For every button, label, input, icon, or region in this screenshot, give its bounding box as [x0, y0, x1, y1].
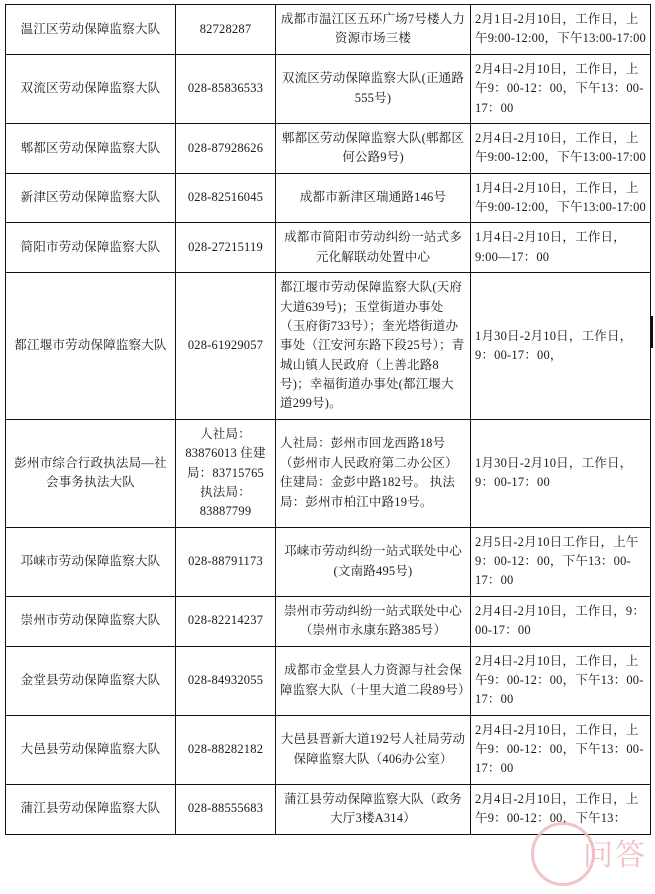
cell-phone: 028-84932055	[176, 646, 276, 715]
cell-agency-name: 郫都区劳动保障监察大队	[6, 123, 176, 173]
cell-agency-name: 简阳市劳动保障监察大队	[6, 223, 176, 273]
cell-duty-time: 2月1日-2月10日，工作日，上午9:00-12:00，下午13:00-17:00	[471, 5, 651, 55]
cell-duty-time: 2月4日-2月10日，工作日，9：00-17：00	[471, 596, 651, 646]
cell-phone: 028-61929057	[176, 273, 276, 420]
cell-duty-time: 1月4日-2月10日，工作日，9:00—17：00	[471, 223, 651, 273]
cell-address: 崇州市劳动纠纷一站式联处中心（崇州市永康东路385号）	[276, 596, 471, 646]
cell-agency-name: 金堂县劳动保障监察大队	[6, 646, 176, 715]
cell-duty-time: 1月4日-2月10日，工作日，上午9:00-12:00，下午13:00-17:00	[471, 173, 651, 223]
cell-address: 都江堰市劳动保障监察大队(天府大道639号)；玉堂街道办事处（玉府街733号）；奎光塔街道办事处（江安河东路下段25号）；青城山镇人民政府（上善北路8号)；幸福街道办事处(都江堰大道299号)。	[276, 273, 471, 420]
cell-agency-name: 温江区劳动保障监察大队	[6, 5, 176, 55]
cell-duty-time: 2月4日-2月10日，工作日，上午9：00-12：00，下午13：00-17：00	[471, 54, 651, 123]
cell-address: 成都市新津区瑞通路146号	[276, 173, 471, 223]
cell-duty-time: 2月4日-2月10日，工作日，上午9：00-12：00，下午13：00-17：00	[471, 646, 651, 715]
cell-phone: 028-87928626	[176, 123, 276, 173]
page-edge-mark	[650, 316, 653, 348]
cell-agency-name: 蒲江县劳动保障监察大队	[6, 784, 176, 834]
cell-agency-name: 新津区劳动保障监察大队	[6, 173, 176, 223]
cell-phone: 028-27215119	[176, 223, 276, 273]
cell-agency-name: 崇州市劳动保障监察大队	[6, 596, 176, 646]
cell-agency-name: 都江堰市劳动保障监察大队	[6, 273, 176, 420]
cell-duty-time: 1月30日-2月10日，工作日，9：00-17：00	[471, 419, 651, 527]
table-row	[6, 527, 651, 596]
cell-phone: 82728287	[176, 5, 276, 55]
cell-address: 成都市温江区五环广场7号楼人力资源市场三楼	[276, 5, 471, 55]
cell-address: 邛崃市劳动纠纷一站式联处中心(文南路495号)	[276, 527, 471, 596]
agency-contact-table	[5, 4, 651, 835]
cell-agency-name: 双流区劳动保障监察大队	[6, 54, 176, 123]
cell-duty-time: 2月5日-2月10日工作日，上午9：00-12：00，下午13：00-17：00	[471, 527, 651, 596]
table-row	[6, 173, 651, 223]
cell-phone: 028-88791173	[176, 527, 276, 596]
cell-phone: 028-88282182	[176, 715, 276, 784]
table-row	[6, 646, 651, 715]
cell-agency-name: 邛崃市劳动保障监察大队	[6, 527, 176, 596]
cell-address: 蒲江县劳动保障监察大队（政务大厅3楼A314）	[276, 784, 471, 834]
cell-address: 人社局：彭州市回龙西路18号（彭州市人民政府第二办公区）住建局：金彭中路182号。 执法局：彭州市柏江中路19号。	[276, 419, 471, 527]
table-row	[6, 715, 651, 784]
table-row	[6, 123, 651, 173]
cell-duty-time: 1月30日-2月10日，工作日，9：00-17：00，	[471, 273, 651, 420]
cell-duty-time: 2月4日-2月10日，工作日，上午9：00-12：00，下午13：	[471, 784, 651, 834]
cell-agency-name: 大邑县劳动保障监察大队	[6, 715, 176, 784]
cell-duty-time: 2月4日-2月10日，工作日，上午9：00-12：00，下午13：00-17：00	[471, 715, 651, 784]
table-row	[6, 273, 651, 420]
cell-agency-name: 彭州市综合行政执法局—社会事务执法大队	[6, 419, 176, 527]
cell-address: 成都市金堂县人力资源与社会保障监察大队（十里大道二段89号）	[276, 646, 471, 715]
table-row	[6, 223, 651, 273]
cell-phone: 028-88555683	[176, 784, 276, 834]
table-row	[6, 5, 651, 55]
table-row	[6, 784, 651, 834]
cell-phone: 028-85836533	[176, 54, 276, 123]
cell-phone: 028-82516045	[176, 173, 276, 223]
table-row	[6, 419, 651, 527]
cell-address: 大邑县晋新大道192号人社局劳动保障监察大队（406办公室）	[276, 715, 471, 784]
table-row	[6, 596, 651, 646]
cell-duty-time: 2月4日-2月10日，工作日，上午9:00-12:00，下午13:00-17:00	[471, 123, 651, 173]
cell-address: 郫都区劳动保障监察大队(郫都区何公路9号)	[276, 123, 471, 173]
table-row	[6, 54, 651, 123]
watermark-text: 问答	[583, 839, 647, 872]
cell-address: 双流区劳动保障监察大队(正通路555号)	[276, 54, 471, 123]
cell-phone: 人社局：83876013 住建局：83715765 执法局：83887799	[176, 419, 276, 527]
cell-address: 成都市简阳市劳动纠纷一站式多元化解联动处置中心	[276, 223, 471, 273]
cell-phone: 028-82214237	[176, 596, 276, 646]
